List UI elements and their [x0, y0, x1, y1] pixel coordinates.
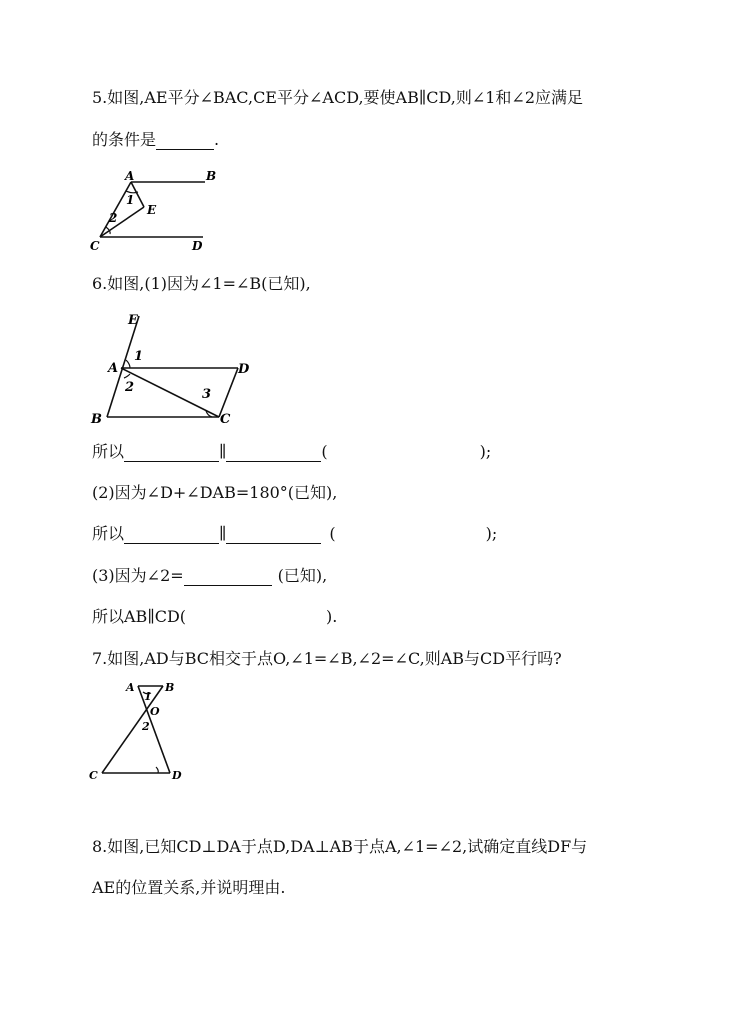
q5-label-D: D: [192, 239, 203, 253]
q6-label-C: C: [220, 412, 231, 427]
q6-l2-parallel: ∥: [219, 442, 227, 461]
q8-text-line1: 8.如图,已知CD⊥DA于点D,DA⊥AB于点A,∠1=∠2,试确定直线DF与: [92, 837, 588, 856]
q6-l6-close: ).: [326, 607, 338, 626]
q6-l2-prefix: 所以: [92, 442, 125, 461]
q6-l4-parallel: ∥: [219, 524, 227, 543]
q6-l2-open: (: [321, 442, 328, 461]
q5-angle-1: 1: [126, 193, 135, 207]
q7-figure: [88, 678, 198, 783]
q6-angle-1: 1: [134, 349, 144, 364]
q6-figure: [86, 306, 256, 426]
q6-l4-prefix: 所以: [92, 524, 125, 543]
q7-label-O: O: [150, 705, 160, 718]
q5-text-line1: 5.如图,AE平分∠BAC,CE平分∠ACD,要使AB∥CD,则∠1和∠2应满足: [92, 88, 583, 107]
q5-text-line2: [92, 130, 219, 150]
q6-blank-3[interactable]: [184, 569, 272, 586]
q5-label-C: C: [90, 239, 100, 253]
q6-label-A: A: [108, 361, 119, 376]
q8-text-line2: AE的位置关系,并说明理由.: [92, 878, 286, 897]
q7-angle-1: 1: [144, 690, 152, 703]
q6-l5-prefix: (3)因为∠2=: [92, 566, 184, 585]
q5-label-E: E: [147, 203, 157, 217]
q5-answer-blank[interactable]: [156, 133, 214, 150]
q5-figure: [88, 168, 218, 258]
q5-angle-2: 2: [109, 211, 118, 225]
q6-text-line3: (2)因为∠D+∠DAB=180°(已知),: [92, 483, 338, 502]
q7-label-B: B: [165, 681, 175, 694]
q6-l4-open: (: [329, 524, 336, 543]
q5-prefix: 的条件是: [92, 130, 157, 149]
q6-l6-prefix: 所以AB∥CD(: [92, 607, 187, 626]
q6-angle-3: 3: [202, 387, 212, 402]
q5-label-B: B: [206, 169, 217, 183]
q6-label-E: E: [128, 313, 138, 328]
q6-label-B: B: [91, 412, 102, 427]
q7-label-A: A: [126, 681, 135, 694]
q6-text-line6: [92, 607, 337, 627]
q6-l4-close: );: [485, 524, 498, 543]
q7-angle-2: 2: [142, 720, 150, 733]
q6-text-line1: 6.如图,(1)因为∠1=∠B(已知),: [92, 274, 311, 293]
q6-angle-2: 2: [125, 380, 135, 395]
q6-blank-2b[interactable]: [226, 527, 321, 544]
q5-period: .: [214, 130, 220, 149]
q7-text-line1: 7.如图,AD与BC相交于点O,∠1=∠B,∠2=∠C,则AB与CD平行吗?: [92, 649, 562, 668]
q6-text-line5: [92, 566, 327, 586]
q7-label-D: D: [172, 769, 182, 782]
q6-blank-1b[interactable]: [226, 445, 321, 462]
q6-blank-2a[interactable]: [124, 527, 219, 544]
q6-text-line2: [92, 442, 491, 462]
q6-text-line4: [92, 524, 497, 544]
q7-label-C: C: [89, 769, 98, 782]
q6-blank-1a[interactable]: [124, 445, 219, 462]
q5-label-A: A: [125, 169, 135, 183]
q6-l5-suffix: (已知),: [277, 566, 328, 585]
q6-l2-close: );: [479, 442, 492, 461]
q6-label-D: D: [238, 362, 250, 377]
